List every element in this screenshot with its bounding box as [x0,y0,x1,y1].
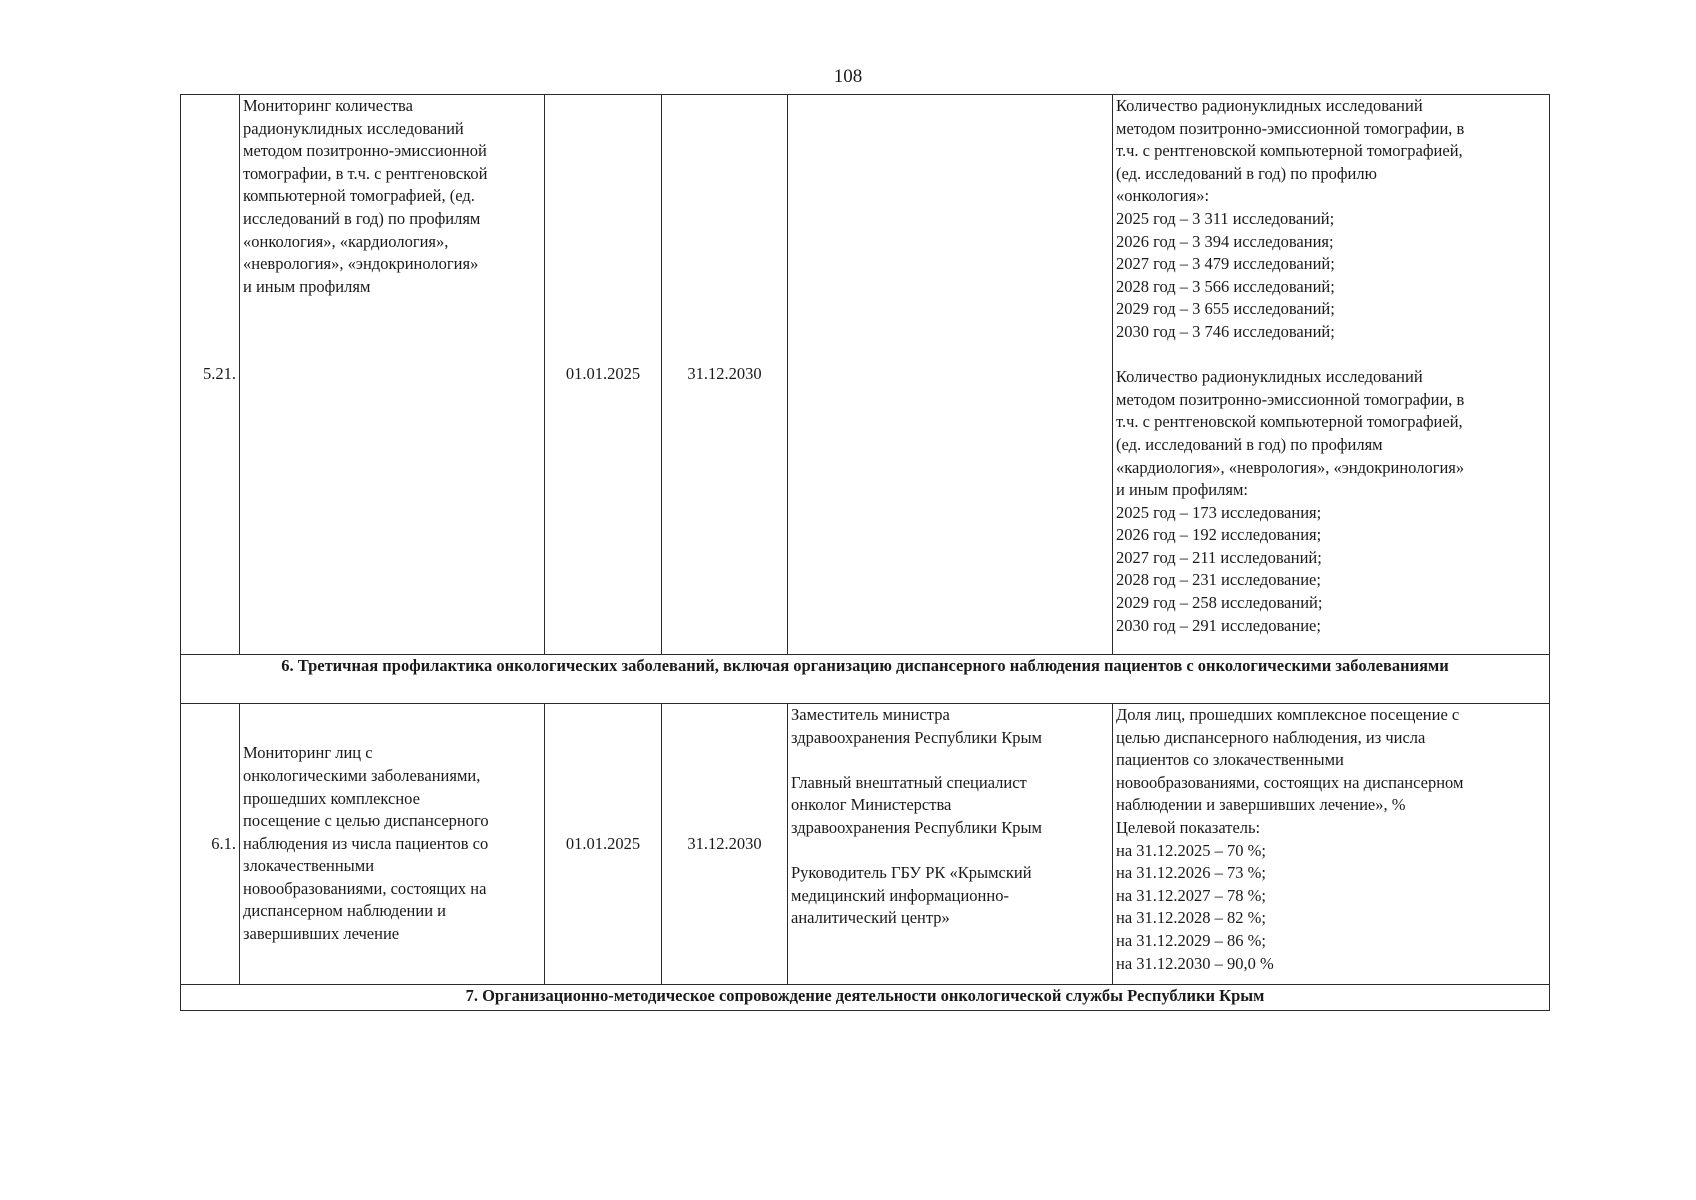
result-cell [1113,95,1550,655]
responsible-cell [788,704,1113,985]
row-number: 5.21. [181,95,240,655]
result-block-other-profiles: Количество радионуклидных исследований методом позитронно-эмиссионной томографии, в т.ч. с рентгеновской компьютерной томографией, (ед. исследований в год) по профилям «кардиология», «неврология», «эндокринология» и иным профилям: 2025 год – 173 исследования; 2026 год – 192 исследования; 2027 год – 211 исследований; 2028 год – 231 исследование; 2029 год – 258 исследований; 2030 год – 291 исследование; [1116,367,1465,635]
row-number: 6.1. [181,704,240,985]
result-cell: Доля лиц, прошедших комплексное посещение с целью диспансерного наблюдения, из числа пациентов со злокачественными новообразованиями, состоящих на диспансерном наблюдении и завершивших лечение», % Целевой показатель: на 31.12.2025 – 70 %; на 31.12.2026 – 73 %; на 31.12.2027 – 78 %; на 31.12.2028 – 82 %; на 31.12.2029 – 86 %; на 31.12.2030 – 90,0 % [1113,704,1550,985]
activity-text: Мониторинг лиц с онкологическими заболеваниями, прошедших комплексное посещение с целью диспансерного наблюдения из числа пациентов со злокачественными новообразованиями, состоящих на диспансерном наблюдении и завершивших лечение [240,704,545,985]
page-number: 108 [833,66,863,87]
table-row-5-21 [181,95,1550,655]
section-heading-row-7 [181,985,1550,1011]
plan-table [180,94,1550,1011]
start-date: 01.01.2025 [545,704,662,985]
responsible-cell [788,95,1113,655]
result-block-oncology: Количество радионуклидных исследований методом позитронно-эмиссионной томографии, в т.ч. с рентгеновской компьютерной томографией, (ед. исследований в год) по профилю «онкология»: 2025 год – 3 311 исследований; 2026 год – 3 394 исследования; 2027 год – 3 479 исследований; 2028 год – 3 566 исследований; 2029 год – 3 655 исследований; 2030 год – 3 746 исследований; [1116,96,1465,341]
section-heading-row-6 [181,655,1550,704]
responsible-info-center-head: Руководитель ГБУ РК «Крымский медицинский информационно- аналитический центр» [791,863,1032,928]
section-6-title: 6. Третичная профилактика онкологических заболеваний, включая организацию диспансерного наблюдения пациентов с онкологическими заболеваниями [181,655,1550,704]
end-date: 31.12.2030 [662,704,788,985]
start-date: 01.01.2025 [545,95,662,655]
activity-text: Мониторинг количества радионуклидных исследований методом позитронно-эмиссионной томографии, в т.ч. с рентгеновской компьютерной томографией, (ед. исследований в год) по профилям «онкология», «кардиология», «неврология», «эндокринология» и иным профилям [240,95,545,655]
section-7-title: 7. Организационно-методическое сопровождение деятельности онкологической службы Республики Крым [181,985,1550,1011]
end-date: 31.12.2030 [662,95,788,655]
table-row-6-1 [181,704,1550,985]
responsible-deputy-minister: Заместитель министра здравоохранения Республики Крым [791,705,1042,747]
responsible-chief-oncologist: Главный внештатный специалист онколог Министерства здравоохранения Республики Крым [791,772,1042,837]
